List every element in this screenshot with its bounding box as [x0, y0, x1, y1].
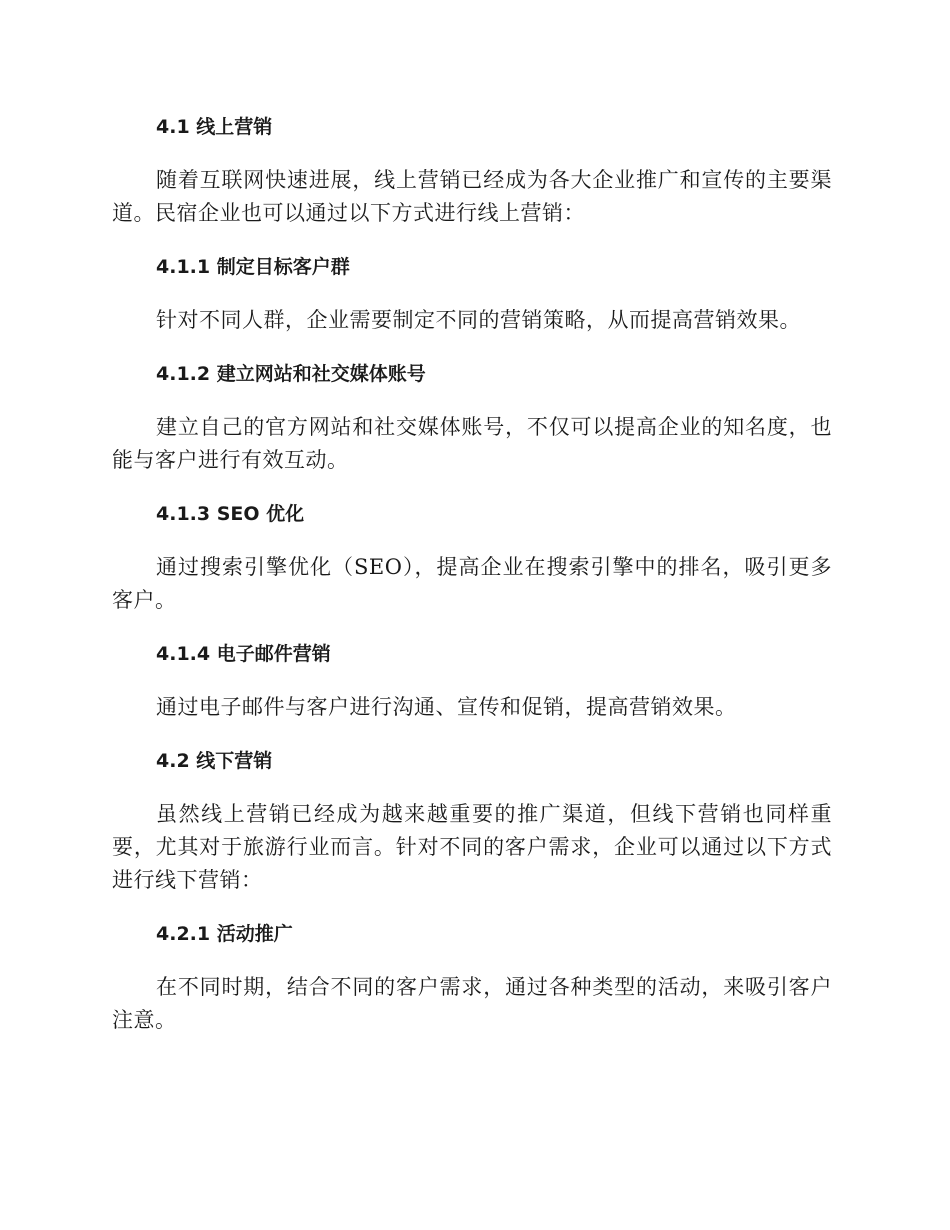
section-heading-4-1: 4.1 线上营销: [156, 116, 273, 138]
paragraph-target-customers: 针对不同人群，企业需要制定不同的营销策略，从而提高营销效果。: [156, 308, 801, 332]
section-heading-4-2: 4.2 线下营销: [156, 750, 273, 772]
section-heading-4-2-1: 4.2.1 活动推广: [156, 923, 293, 945]
document-page: [112, 112, 832, 1037]
section-heading-4-1-4: 4.1.4 电子邮件营销: [156, 643, 331, 665]
paragraph-website-social-media: 建立自己的官方网站和社交媒体账号，不仅可以提高企业的知名度，也能与客户进行有效互动。: [112, 415, 832, 472]
paragraph-seo: 通过搜索引擎优化（SEO），提高企业在搜索引擎中的排名，吸引更多客户。: [112, 555, 832, 612]
paragraph-email-marketing: 通过电子邮件与客户进行沟通、宣传和促销，提高营销效果。: [156, 695, 737, 719]
paragraph-event-promotion: 在不同时期，结合不同的客户需求，通过各种类型的活动，来吸引客户注意。: [112, 975, 832, 1032]
paragraph-offline-marketing-intro: 虽然线上营销已经成为越来越重要的推广渠道，但线下营销也同样重要，尤其对于旅游行业而言。针对不同的客户需求，企业可以通过以下方式进行线下营销：: [112, 802, 832, 892]
section-heading-4-1-2: 4.1.2 建立网站和社交媒体账号: [156, 363, 426, 385]
section-heading-4-1-1: 4.1.1 制定目标客户群: [156, 256, 350, 278]
section-heading-4-1-3: 4.1.3 SEO 优化: [156, 503, 305, 525]
paragraph-online-marketing-intro: 随着互联网快速进展，线上营销已经成为各大企业推广和宣传的主要渠道。民宿企业也可以通过以下方式进行线上营销：: [112, 168, 832, 225]
